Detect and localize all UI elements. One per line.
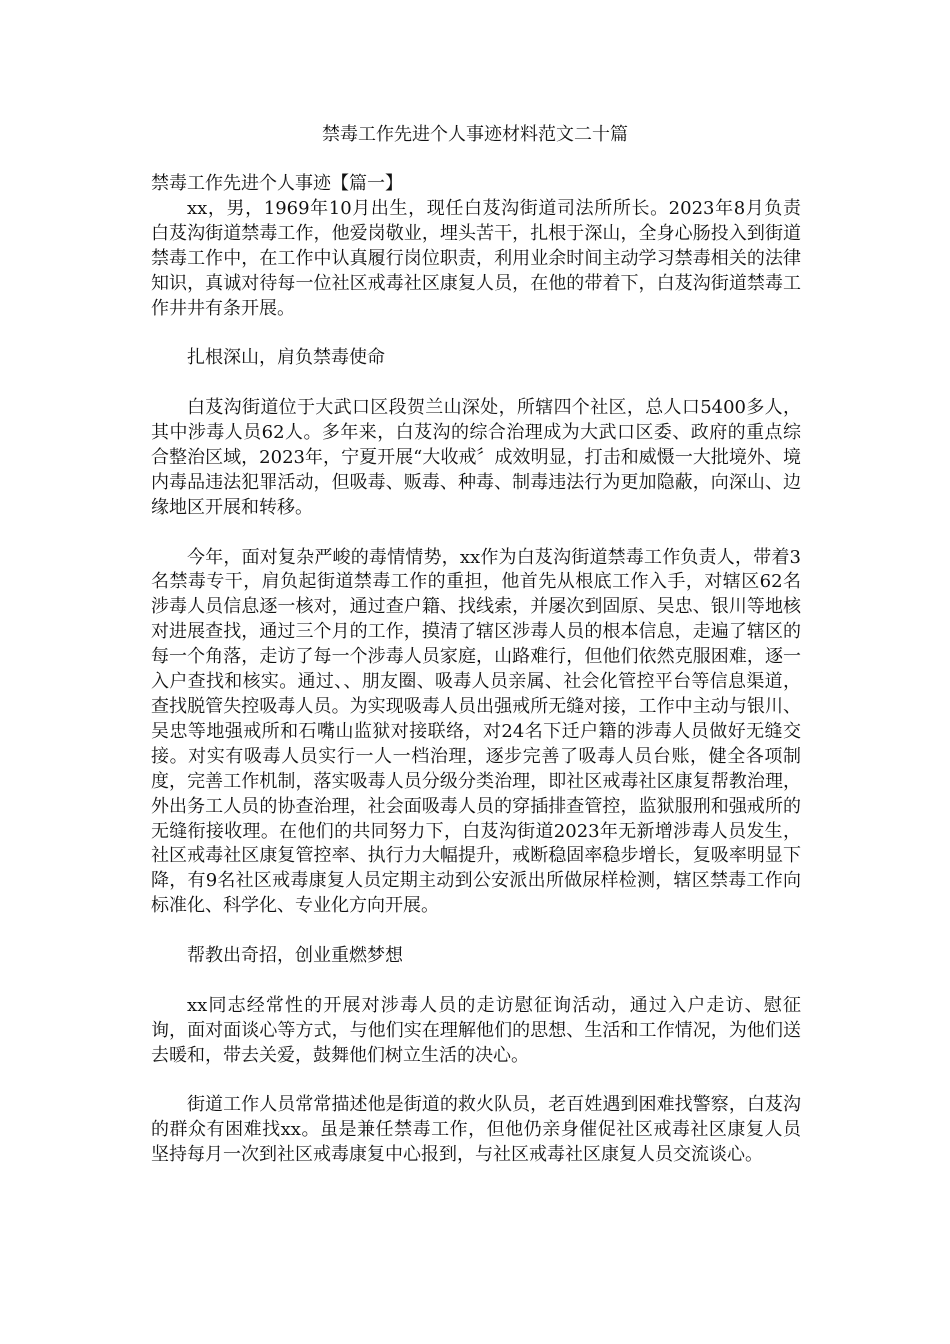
paragraph-street-background: 白芨沟街道位于大武口区段贺兰山深处，所辖四个社区，总人口5400多人，其中涉毒人员62人。多年来，白芨沟的综合治理成为大武口区委、政府的重点综合整治区域，2023年，宁夏开展“大收戒〞成效明显，打击和威慑一大批境外、境内毒品违法犯罪活动，但吸毒、贩毒、种毒、制毒违法行为更加隐蔽，向深山、边缘地区开展和转移。 xyxy=(151,397,801,518)
paragraph-firefighter: 街道工作人员常常描述他是街道的救火队员，老百姓遇到困难找警察，白芨沟的群众有困难找xx。虽是兼任禁毒工作，但他仍亲身催促社区戒毒社区康复人员坚持每月一次到社区戒毒康复中心报到，与社区戒毒社区康复人员交流谈心。 xyxy=(151,1094,801,1166)
section-heading: 禁毒工作先进个人事迹【篇一】 xyxy=(151,173,403,194)
document-title: 禁毒工作先进个人事迹材料范文二十篇 xyxy=(322,124,628,145)
paragraph-intro: xx，男，1969年10月出生，现任白芨沟街道司法所所长。2023年8月负责白芨沟街道禁毒工作，他爱岗敬业，埋头苦干，扎根于深山，全身心肠投入到街道禁毒工作中，在工作中认真履行岗位职责，利用业余时间主动学习禁毒相关的法律知识，真诚对待每一位社区戒毒社区康复人员，在他的带着下，白芨沟街道禁毒工作井井有条开展。 xyxy=(151,197,801,319)
paragraph-this-year-work: 今年，面对复杂严峻的毒情情势，xx作为白芨沟街道禁毒工作负责人，带着3名禁毒专干，肩负起街道禁毒工作的重担，他首先从根底工作入手，对辖区62名涉毒人员信息逐一核对，通过查户籍、找线索，并屡次到固原、吴忠、银川等地核对进展查找，通过三个月的工作，摸清了辖区涉毒人员的根本信息，走遍了辖区的每一个角落，走访了每一个涉毒人员家庭，山路难行，但他们依然克服困难，逐一入户查找和核实。通过、、朋友圈、吸毒人员亲属、社会化管控平台等信息渠道，查找脱管失控吸毒人员。为实现吸毒人员出强戒所无缝对接，工作中主动与银川、吴忠等地强戒所和石嘴山监狱对接联络，对24名下迁户籍的涉毒人员做好无缝交接。对实有吸毒人员实行一人一档治理，逐步完善了吸毒人员台账，健全各项制度，完善工作机制，落实吸毒人员分级分类治理，即社区戒毒社区康复帮教治理，外出务工人员的协查治理，社会面吸毒人员的穿插排查管控，监狱服刑和强戒所的无缝衔接收理。在他们的共同努力下，白芨沟街道2023年无新增涉毒人员发生，社区戒毒社区康复管控率、执行力大幅提升，戒断稳固率稳步增长，复吸率明显下降，有9名社区戒毒康复人员定期主动到公安派出所做尿样检测，辖区禁毒工作向标准化、科学化、专业化方向开展。 xyxy=(151,546,801,917)
document-body xyxy=(151,172,801,1168)
paragraph-visits: xx同志经常性的开展对涉毒人员的走访慰征询活动，通过入户走访、慰征询，面对面谈心等方式，与他们实在理解他们的思想、生活和工作情况，为他们送去暖和，带去关爱，鼓舞他们树立生活的决心。 xyxy=(151,994,801,1066)
subheading-assistance-entrepreneurship: 帮教出奇招，创业重燃梦想 xyxy=(187,945,403,967)
subheading-rooted-in-mountains: 扎根深山，肩负禁毒使命 xyxy=(187,347,385,369)
